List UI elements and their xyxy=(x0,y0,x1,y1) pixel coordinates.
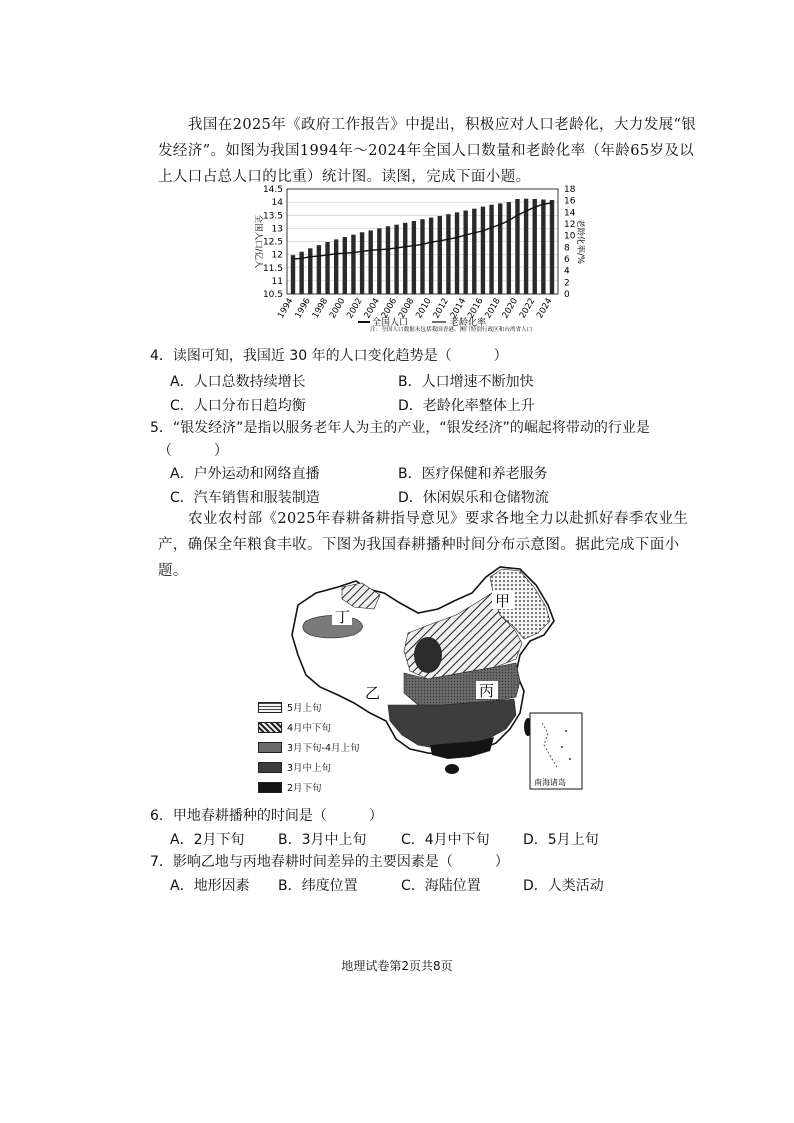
population-aging-chart-svg xyxy=(240,182,585,332)
x-tick-label: 1996 xyxy=(293,296,313,321)
q7-option-d: D．人类活动 xyxy=(523,878,604,894)
legend-aging-rate: 老龄化率 xyxy=(450,318,487,328)
q5-option-c: C．汽车销售和服装制造 xyxy=(170,490,320,506)
right-tick-label: 12 xyxy=(564,220,576,230)
q4-option-b: B．人口增速不断加快 xyxy=(398,374,534,390)
population-bar xyxy=(541,200,545,295)
left-tick-label: 11 xyxy=(271,276,283,287)
q7-option-a: A．地形因素 xyxy=(170,878,250,894)
q5-option-b: B．医疗保健和养老服务 xyxy=(398,466,548,482)
right-tick-label: 4 xyxy=(564,266,570,277)
legend-may-early: 5月上旬 xyxy=(258,697,360,717)
left-tick-label: 14 xyxy=(271,198,283,209)
x-tick-label: 2016 xyxy=(466,296,486,321)
population-bar xyxy=(386,226,390,294)
right-tick-label: 14 xyxy=(564,208,576,219)
population-bar xyxy=(507,202,511,294)
left-tick-label: 11.5 xyxy=(262,263,283,274)
chart-note: 注：全国人口数据未包括我国香港、澳门特别行政区和台湾省人口 xyxy=(370,327,533,332)
x-tick-label: 2000 xyxy=(327,296,348,321)
population-bar xyxy=(489,205,493,294)
label-yi: 乙 xyxy=(365,684,381,702)
question-5: 5．“银发经济”是指以服务老年人为主的产业，“银发经济”的崛起将带动的行业是 xyxy=(150,420,650,436)
left-tick-label: 13 xyxy=(271,224,283,235)
right-tick-label: 6 xyxy=(564,255,570,265)
left-tick-label: 12 xyxy=(271,250,283,261)
population-bar xyxy=(455,212,459,294)
q4-option-d: D．老龄化率整体上升 xyxy=(398,398,535,414)
x-tick-label: 2020 xyxy=(500,296,521,321)
left-tick-label: 14.5 xyxy=(262,185,283,195)
q6-option-b: B．3月中上旬 xyxy=(278,832,367,848)
population-bar xyxy=(429,218,433,294)
x-tick-label: 2002 xyxy=(345,296,365,321)
population-bar xyxy=(498,203,502,294)
population-bar xyxy=(438,216,442,294)
population-bar xyxy=(351,235,355,294)
right-tick-label: 10 xyxy=(564,231,576,242)
population-bar xyxy=(420,219,424,294)
population-bar xyxy=(317,245,321,294)
x-tick-label: 2006 xyxy=(379,296,400,321)
legend-april-mid-late: 4月中下旬 xyxy=(258,717,360,737)
question-7: 7．影响乙地与丙地春耕时间差异的主要因素是（ ） xyxy=(150,854,509,870)
map-legend xyxy=(258,697,360,797)
intro-passage-spring-farming: 农业农村部《2025年春耕备耕指导意见》要求各地全力以赴抓好春季农业生产，确保全年粮食丰收。下图为我国春耕播种时间分布示意图。据此完成下面小题。 xyxy=(158,511,689,579)
x-tick-label: 1994 xyxy=(276,296,296,321)
label-bing: 丙 xyxy=(479,682,495,700)
population-bar xyxy=(403,223,407,294)
left-axis-title: 全国人口/亿人 xyxy=(253,214,263,269)
population-bar xyxy=(515,199,519,294)
q4-option-c: C．人口分布日趋均衡 xyxy=(170,398,306,414)
x-tick-label: 2012 xyxy=(431,296,451,321)
right-tick-label: 0 xyxy=(564,290,570,300)
right-tick-label: 18 xyxy=(564,185,576,195)
population-bar xyxy=(481,207,485,294)
left-tick-label: 12.5 xyxy=(262,237,283,248)
q6-option-d: D．5月上旬 xyxy=(523,832,599,848)
population-bar xyxy=(343,237,347,294)
x-tick-label: 2024 xyxy=(535,296,555,321)
question-6: 6．甲地春耕播种的时间是（ ） xyxy=(150,808,383,824)
population-bar xyxy=(334,239,338,294)
population-bar xyxy=(360,232,364,294)
x-tick-label: 2018 xyxy=(483,296,503,321)
population-aging-chart xyxy=(240,182,585,332)
right-axis-title: 老龄化率/% xyxy=(575,219,585,264)
q6-option-a: A．2月下旬 xyxy=(170,832,245,848)
q5-option-a: A．户外运动和网络直播 xyxy=(170,466,320,482)
q6-option-c: C．4月中下旬 xyxy=(401,832,490,848)
legend-february-late: 2月下旬 xyxy=(258,777,360,797)
label-jia: 甲 xyxy=(495,592,511,610)
zone-dark-patch xyxy=(414,637,442,673)
question-4: 4．读图可知，我国近 30 年的人口变化趋势是（ ） xyxy=(150,348,508,364)
population-bar xyxy=(446,214,450,294)
population-bar xyxy=(369,230,373,294)
left-tick-label: 13.5 xyxy=(262,211,283,222)
legend-march-late-april-early: 3月下旬-4月上旬 xyxy=(258,737,360,757)
population-bar xyxy=(550,200,554,294)
x-tick-label: 2008 xyxy=(396,296,417,321)
population-bar xyxy=(412,221,416,294)
population-bar xyxy=(524,199,528,294)
x-tick-label: 2022 xyxy=(517,296,538,321)
population-bar xyxy=(533,199,537,294)
hainan-island xyxy=(445,764,459,774)
population-bar xyxy=(472,209,476,294)
intro-passage-aging: 我国在2025年《政府工作报告》中提出，积极应对人口老龄化，大力发展“银发经济”。如图为我国1994年～2024年全国人口数量和老龄化率（年龄65岁及以上人口占总人口的比重）统计图。读图，完成下面小题。 xyxy=(158,117,697,185)
q5-option-d: D．休闲娱乐和仓储物流 xyxy=(398,490,549,506)
population-bar xyxy=(394,225,398,294)
legend-population: 全国人口 xyxy=(372,318,409,328)
page-footer: 地理试卷第2页共8页 xyxy=(341,959,453,973)
q7-option-c: C．海陆位置 xyxy=(401,878,481,894)
x-tick-label: 1998 xyxy=(310,296,331,321)
inset-label: 南海诸岛 xyxy=(534,778,566,787)
population-bar xyxy=(325,242,329,294)
population-bar xyxy=(291,255,295,294)
right-tick-label: 8 xyxy=(564,243,570,254)
population-bar xyxy=(463,211,467,294)
label-ding: 丁 xyxy=(335,608,351,626)
population-bar xyxy=(377,228,381,294)
q7-option-b: B．纬度位置 xyxy=(278,878,358,894)
right-tick-label: 2 xyxy=(564,278,570,289)
question-5-blank: （ ） xyxy=(158,443,228,459)
right-tick-label: 16 xyxy=(564,196,576,207)
x-tick-label: 2014 xyxy=(448,296,469,321)
q4-option-a: A．人口总数持续增长 xyxy=(170,374,306,390)
x-tick-label: 2004 xyxy=(362,296,382,321)
x-tick-label: 2010 xyxy=(414,296,434,321)
population-bar xyxy=(308,248,312,294)
legend-march-early-mid: 3月中上旬 xyxy=(258,757,360,777)
left-tick-label: 10.5 xyxy=(262,290,283,300)
